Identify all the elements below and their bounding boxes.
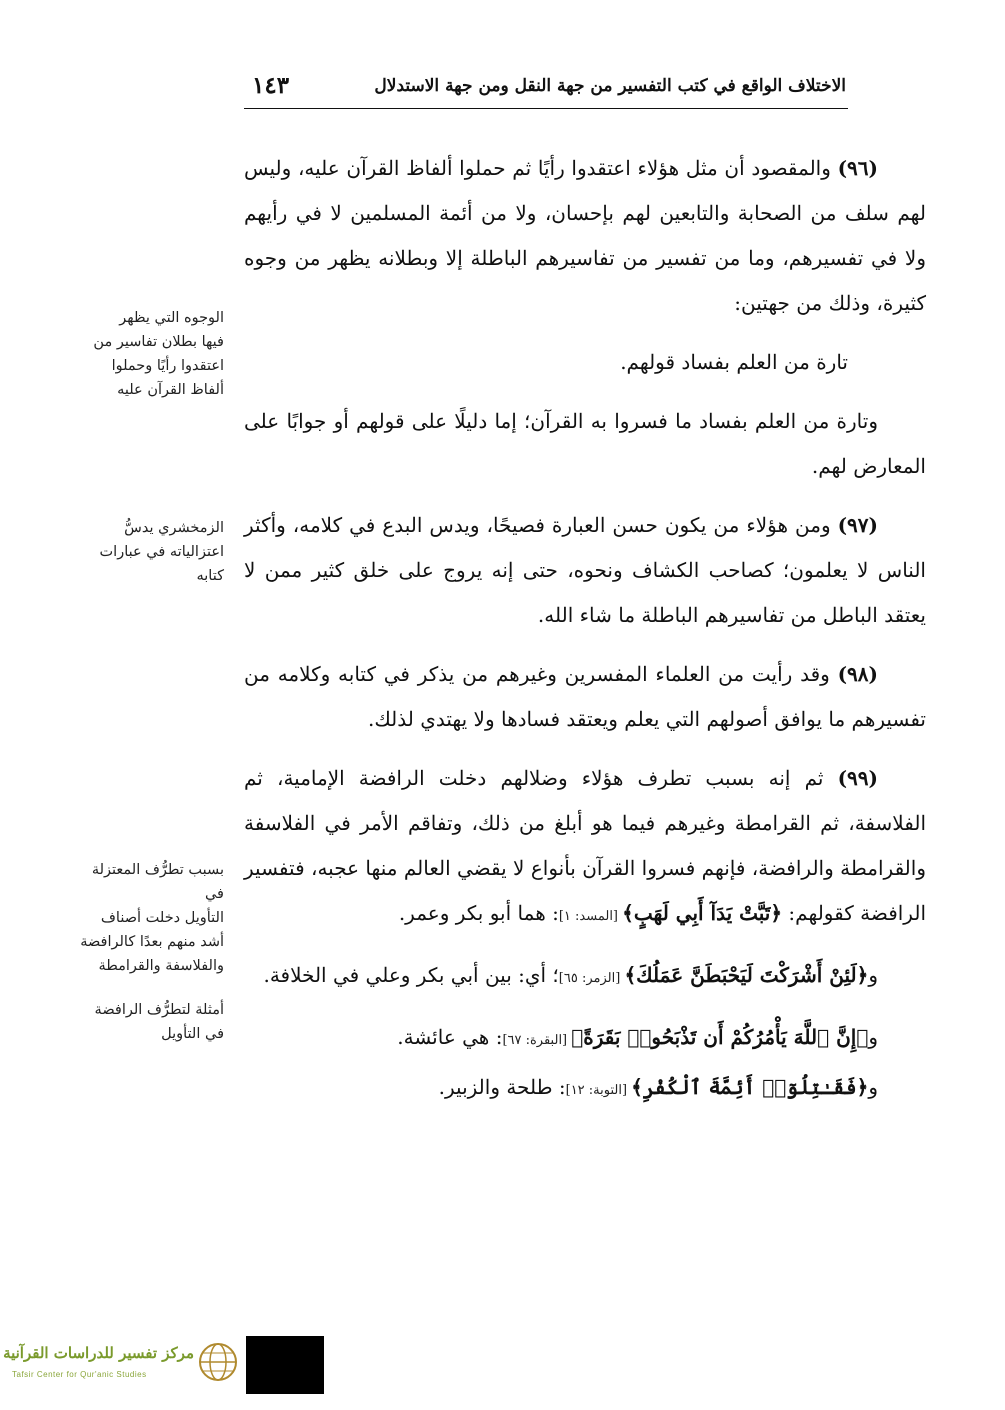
example-tawba <box>244 1065 926 1113</box>
quran-verse: ﴿تَبَّتْ يَدَآ أَبِي لَهَبٍ﴾ <box>622 901 783 925</box>
header-rule <box>244 108 848 109</box>
quran-verse: ﴿فَقَـٰتِلُوٓا۟ أَئِمَّةَ ٱلْكُفْرِ﴾ <box>631 1075 869 1099</box>
paragraph-text: وتارة من العلم بفساد ما فسروا به القرآن؛ إما دليلًا على قولهم أو جوابًا على المعارض لهم. <box>244 409 926 478</box>
quran-verse: ﴿إِنَّ ٱللَّهَ يَأْمُرُكُمْ أَن تَذْبَحُوا۟ بَقَرَةً﴾ <box>571 1025 869 1049</box>
verse-reference: [التوبة: ١٢] <box>565 1083 632 1098</box>
note-line: اعتزالياته في عبارات <box>99 544 224 560</box>
note-line: والفلاسفة والقرامطة <box>98 958 224 974</box>
conjunction: و <box>868 1025 878 1049</box>
paragraph-99 <box>244 756 926 939</box>
note-line: الزمخشري يدسُّ <box>124 520 224 536</box>
paragraph-text: وقد رأيت من العلماء المفسرين وغيرهم من يذكر في كتابه وكلامه من تفسيرهم ما يوافق أصولهم التي يعلم ويعتقد فسادها ولا يهتدي لذلك. <box>244 662 926 731</box>
note-line: التأويل دخلت أصناف <box>100 910 224 926</box>
paragraph-number: (٩٦) <box>837 156 878 180</box>
paragraph-first-way <box>244 340 926 385</box>
example-zumar <box>244 953 926 1001</box>
note-line: في التأويل <box>161 1026 224 1042</box>
running-header <box>246 68 846 106</box>
example-baqara <box>244 1015 926 1063</box>
note-line: اعتقدوا رأيًا وحملوا <box>111 358 224 374</box>
paragraph-text-after: : هما أبو بكر وعمر. <box>398 901 559 925</box>
page-number: ١٤٣ <box>252 72 290 99</box>
margin-note-rafida-examples <box>74 998 224 1046</box>
paragraph-96 <box>244 146 926 326</box>
quran-verse: ﴿لَئِنْ أَشْرَكْتَ لَيَحْبَطَنَّ عَمَلُكَ﴾ <box>624 963 869 987</box>
paragraph-text: والمقصود أن مثل هؤلاء اعتقدوا رأيًا ثم حملوا ألفاظ القرآن عليه، وليس لهم سلف من الصحابة والتابعين لهم بإحسان، ولا من أئمة المسلمين لا في رأيهم ولا في تفسيرهم، وما من تفسير من تفاسيرهم الباطلة إلا وبطلانه يظهر من وجوه كثيرة، وذلك من جهتين: <box>244 156 926 315</box>
logo-text: مركز تفسير للدراسات القرآنية <box>3 1344 194 1362</box>
paragraph-number: (٩٩) <box>837 766 878 790</box>
paragraph-second-way <box>244 399 926 489</box>
paragraph-text: ثم إنه بسبب تطرف هؤلاء وضلالهم دخلت الرافضة الإمامية، ثم الفلاسفة، ثم القرامطة وغيرهم فيما هو أبلغ من ذلك، وتفاقم الأمر في الفلاسفة والقرامطة والرافضة، فإنهم فسروا القرآن بأنواع لا يقضي العالم منها عجبه، فتفسير الرافضة كقولهم: <box>244 766 926 925</box>
paragraph-text-after: : هي عائشة. <box>397 1025 503 1049</box>
globe-icon <box>196 1340 240 1384</box>
paragraph-text: تارة من العلم بفساد قولهم. <box>620 350 848 374</box>
note-line: فيها بطلان تفاسير من <box>93 334 224 350</box>
header-title: الاختلاف الواقع في كتب التفسير من جهة النقل ومن جهة الاستدلال <box>374 76 846 96</box>
footer-black-block <box>246 1336 324 1394</box>
note-line: كتابه <box>196 568 224 584</box>
paragraph-number: (٩٨) <box>837 662 878 686</box>
verse-reference: [البقرة: ٦٧] <box>502 1033 572 1048</box>
paragraph-98 <box>244 652 926 742</box>
note-line: أمثلة لتطرُّف الرافضة <box>94 1002 224 1018</box>
conjunction: و <box>868 1075 878 1099</box>
tafsir-center-logo <box>4 1336 242 1396</box>
note-line: الوجوه التي يظهر <box>119 310 224 326</box>
verse-reference: [الزمر: ٦٥] <box>558 971 625 986</box>
paragraph-text-after: ؛ أي: بين أبي بكر وعلي في الخلافة. <box>263 963 559 987</box>
note-line: ألفاظ القرآن عليه <box>117 382 224 398</box>
paragraph-text-after: : طلحة والزبير. <box>438 1075 566 1099</box>
logo-subtitle: Tafsir Center for Qur'anic Studies <box>12 1370 147 1379</box>
verse-reference: [المسد: ١] <box>558 909 623 924</box>
paragraph-number: (٩٧) <box>837 513 878 537</box>
note-line: أشد منهم بعدًا كالرافضة <box>80 934 224 950</box>
margin-note-extremism <box>74 858 224 978</box>
paragraph-text: ومن هؤلاء من يكون حسن العبارة فصيحًا، ويدس البدع في كلامه، وأكثر الناس لا يعلمون؛ كصاحب الكشاف ونحوه، حتى إنه يروج على خلق كثير ممن لا يعتقد الباطل من تفاسيرهم الباطلة ما شاء الله. <box>244 513 926 627</box>
margin-note-invalid-interpretations <box>74 306 224 402</box>
conjunction: و <box>868 963 878 987</box>
main-text <box>244 146 926 1115</box>
paragraph-97 <box>244 503 926 638</box>
note-line: بسبب تطرُّف المعتزلة في <box>91 862 224 902</box>
margin-note-zamakhshari <box>74 516 224 588</box>
